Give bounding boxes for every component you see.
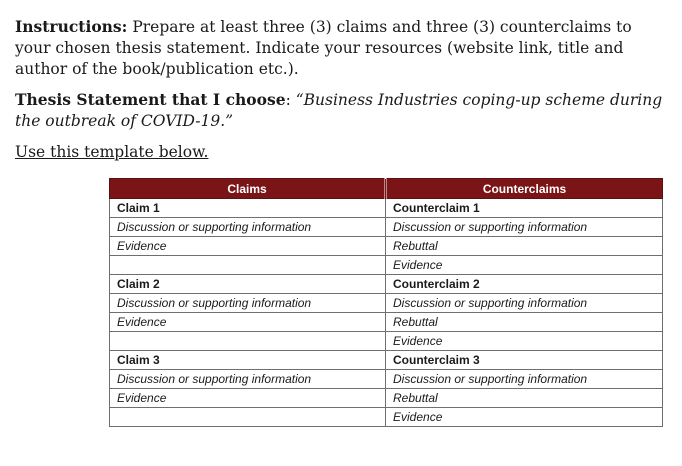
claim-empty-cell[interactable] <box>110 332 386 351</box>
counterclaim-title[interactable]: Counterclaim 3 <box>386 351 663 370</box>
thesis-label: Thesis Statement that I choose <box>15 90 286 109</box>
claim-evidence-cell[interactable]: Evidence <box>110 389 386 408</box>
instructions-label: Instructions: <box>15 17 128 36</box>
counterclaim-discussion-cell[interactable]: Discussion or supporting information <box>386 294 663 313</box>
counterclaim-discussion-cell[interactable]: Discussion or supporting information <box>386 370 663 389</box>
table-row <box>110 256 663 275</box>
counterclaim-rebuttal-cell[interactable]: Rebuttal <box>386 237 663 256</box>
claim-empty-cell[interactable] <box>110 256 386 275</box>
table-row <box>110 294 663 313</box>
table-row <box>110 332 663 351</box>
header-counterclaims: Counterclaims <box>386 179 663 199</box>
counterclaim-rebuttal-cell[interactable]: Rebuttal <box>386 389 663 408</box>
table-row <box>110 275 663 294</box>
table-row <box>110 370 663 389</box>
claim-discussion-cell[interactable]: Discussion or supporting information <box>110 218 386 237</box>
claim-title[interactable]: Claim 1 <box>110 199 386 218</box>
claim-evidence-cell[interactable]: Evidence <box>110 237 386 256</box>
counterclaim-title[interactable]: Counterclaim 2 <box>386 275 663 294</box>
thesis-separator: : <box>285 91 296 109</box>
table-row <box>110 408 663 427</box>
counterclaim-rebuttal-cell[interactable]: Rebuttal <box>386 313 663 332</box>
counterclaim-evidence-cell[interactable]: Evidence <box>386 256 663 275</box>
claim-title[interactable]: Claim 3 <box>110 351 386 370</box>
claims-table <box>109 178 663 427</box>
thesis-paragraph <box>15 89 670 132</box>
claim-discussion-cell[interactable]: Discussion or supporting information <box>110 294 386 313</box>
counterclaim-evidence-cell[interactable]: Evidence <box>386 408 663 427</box>
table-row <box>110 389 663 408</box>
claim-title[interactable]: Claim 2 <box>110 275 386 294</box>
document-body <box>15 16 670 163</box>
header-claims: Claims <box>110 179 386 199</box>
table-row <box>110 313 663 332</box>
counterclaim-discussion-cell[interactable]: Discussion or supporting information <box>386 218 663 237</box>
claim-evidence-cell[interactable]: Evidence <box>110 313 386 332</box>
counterclaim-evidence-cell[interactable]: Evidence <box>386 332 663 351</box>
table-row <box>110 351 663 370</box>
claim-empty-cell[interactable] <box>110 408 386 427</box>
thesis-quote: “Business Industries coping-up scheme during the outbreak of COVID-19.” <box>15 91 663 130</box>
counterclaim-title[interactable]: Counterclaim 1 <box>386 199 663 218</box>
template-note: Use this template below. <box>15 143 209 161</box>
instructions-paragraph <box>15 16 670 80</box>
claim-discussion-cell[interactable]: Discussion or supporting information <box>110 370 386 389</box>
table-header-row <box>110 179 663 199</box>
table-row <box>110 237 663 256</box>
table-row <box>110 218 663 237</box>
instructions-text: Prepare at least three (3) claims and three (3) counterclaims to your chosen thesis statement. Indicate your resources (website link, title and author of the book/publication etc.). <box>15 18 632 78</box>
table-row <box>110 199 663 218</box>
